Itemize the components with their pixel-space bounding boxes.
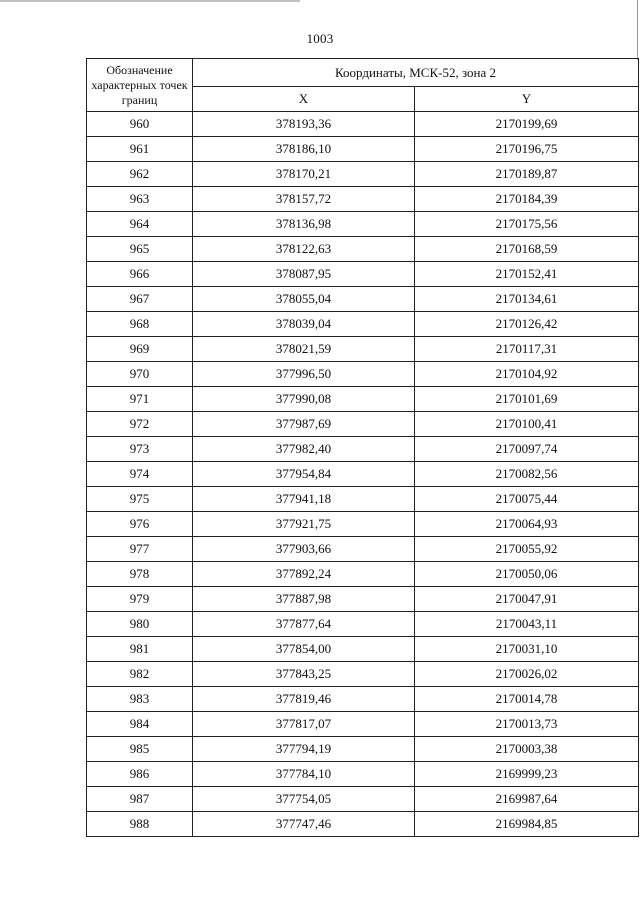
cell-x: 377854,00 — [193, 637, 415, 662]
header-x-label: X — [193, 87, 415, 112]
table-row — [87, 462, 639, 487]
table-row — [87, 262, 639, 287]
cell-point: 977 — [87, 537, 193, 562]
cell-point: 979 — [87, 587, 193, 612]
cell-x: 378087,95 — [193, 262, 415, 287]
cell-point: 961 — [87, 137, 193, 162]
table-row — [87, 487, 639, 512]
table-header — [87, 59, 639, 112]
table-row — [87, 587, 639, 612]
cell-point: 986 — [87, 762, 193, 787]
table-row — [87, 812, 639, 837]
cell-point: 983 — [87, 687, 193, 712]
cell-x: 377819,46 — [193, 687, 415, 712]
cell-x: 378136,98 — [193, 212, 415, 237]
cell-x: 377987,69 — [193, 412, 415, 437]
cell-y: 2170031,10 — [415, 637, 639, 662]
table-row — [87, 212, 639, 237]
cell-x: 378122,63 — [193, 237, 415, 262]
cell-y: 2169984,85 — [415, 812, 639, 837]
cell-point: 970 — [87, 362, 193, 387]
cell-x: 378186,10 — [193, 137, 415, 162]
cell-y: 2170100,41 — [415, 412, 639, 437]
cell-x: 377843,25 — [193, 662, 415, 687]
cell-point: 962 — [87, 162, 193, 187]
header-point-label: Обозначение характерных точек границ — [87, 59, 193, 112]
table-row — [87, 762, 639, 787]
table-row — [87, 687, 639, 712]
cell-point: 976 — [87, 512, 193, 537]
table-row — [87, 637, 639, 662]
cell-point: 988 — [87, 812, 193, 837]
cell-point: 984 — [87, 712, 193, 737]
cell-x: 377903,66 — [193, 537, 415, 562]
cell-point: 966 — [87, 262, 193, 287]
cell-point: 968 — [87, 312, 193, 337]
table-row — [87, 712, 639, 737]
table-row — [87, 337, 639, 362]
cell-y: 2170075,44 — [415, 487, 639, 512]
cell-y: 2169999,23 — [415, 762, 639, 787]
scan-edge-top — [0, 0, 300, 2]
table-row — [87, 362, 639, 387]
cell-x: 377784,10 — [193, 762, 415, 787]
table-body — [87, 112, 639, 837]
cell-point: 971 — [87, 387, 193, 412]
table-row — [87, 562, 639, 587]
cell-x: 378055,04 — [193, 287, 415, 312]
cell-point: 974 — [87, 462, 193, 487]
cell-y: 2170199,69 — [415, 112, 639, 137]
cell-y: 2170064,93 — [415, 512, 639, 537]
cell-x: 377954,84 — [193, 462, 415, 487]
cell-y: 2170175,56 — [415, 212, 639, 237]
page-number: 1003 — [306, 31, 334, 46]
cell-y: 2170196,75 — [415, 137, 639, 162]
cell-y: 2170104,92 — [415, 362, 639, 387]
cell-x: 377996,50 — [193, 362, 415, 387]
table-row — [87, 537, 639, 562]
cell-x: 377794,19 — [193, 737, 415, 762]
table-row — [87, 437, 639, 462]
cell-y: 2170152,41 — [415, 262, 639, 287]
cell-x: 378170,21 — [193, 162, 415, 187]
cell-x: 378021,59 — [193, 337, 415, 362]
cell-x: 377877,64 — [193, 612, 415, 637]
cell-x: 377817,07 — [193, 712, 415, 737]
cell-y: 2170047,91 — [415, 587, 639, 612]
cell-x: 377754,05 — [193, 787, 415, 812]
cell-y: 2170003,38 — [415, 737, 639, 762]
cell-y: 2170117,31 — [415, 337, 639, 362]
cell-y: 2170014,78 — [415, 687, 639, 712]
table-row — [87, 412, 639, 437]
cell-x: 378193,36 — [193, 112, 415, 137]
cell-y: 2170026,02 — [415, 662, 639, 687]
cell-point: 980 — [87, 612, 193, 637]
table-row — [87, 312, 639, 337]
coordinates-table — [86, 58, 639, 837]
cell-point: 967 — [87, 287, 193, 312]
table-row — [87, 612, 639, 637]
cell-y: 2170082,56 — [415, 462, 639, 487]
cell-point: 982 — [87, 662, 193, 687]
table-row — [87, 387, 639, 412]
cell-y: 2170168,59 — [415, 237, 639, 262]
cell-point: 965 — [87, 237, 193, 262]
table-row — [87, 162, 639, 187]
cell-point: 964 — [87, 212, 193, 237]
table-row — [87, 137, 639, 162]
cell-point: 985 — [87, 737, 193, 762]
cell-x: 377892,24 — [193, 562, 415, 587]
table-row — [87, 512, 639, 537]
table-row — [87, 787, 639, 812]
table-row — [87, 737, 639, 762]
table-row — [87, 237, 639, 262]
cell-point: 969 — [87, 337, 193, 362]
header-coords-group: Координаты, МСК-52, зона 2 — [193, 59, 639, 87]
cell-y: 2170189,87 — [415, 162, 639, 187]
scan-edge-right — [637, 0, 638, 60]
cell-point: 981 — [87, 637, 193, 662]
cell-x: 377887,98 — [193, 587, 415, 612]
cell-point: 972 — [87, 412, 193, 437]
table-row — [87, 112, 639, 137]
cell-y: 2170013,73 — [415, 712, 639, 737]
cell-x: 377982,40 — [193, 437, 415, 462]
cell-x: 377921,75 — [193, 512, 415, 537]
cell-point: 975 — [87, 487, 193, 512]
table-row — [87, 662, 639, 687]
cell-y: 2170126,42 — [415, 312, 639, 337]
cell-y: 2170184,39 — [415, 187, 639, 212]
cell-y: 2170043,11 — [415, 612, 639, 637]
header-y-label: Y — [415, 87, 639, 112]
cell-point: 973 — [87, 437, 193, 462]
cell-x: 377941,18 — [193, 487, 415, 512]
cell-x: 378039,04 — [193, 312, 415, 337]
table-row — [87, 187, 639, 212]
cell-x: 378157,72 — [193, 187, 415, 212]
cell-point: 963 — [87, 187, 193, 212]
table-row — [87, 287, 639, 312]
cell-y: 2169987,64 — [415, 787, 639, 812]
cell-point: 987 — [87, 787, 193, 812]
cell-y: 2170097,74 — [415, 437, 639, 462]
header-row-top — [87, 59, 639, 87]
cell-y: 2170134,61 — [415, 287, 639, 312]
cell-y: 2170101,69 — [415, 387, 639, 412]
cell-y: 2170050,06 — [415, 562, 639, 587]
cell-x: 377990,08 — [193, 387, 415, 412]
cell-y: 2170055,92 — [415, 537, 639, 562]
cell-x: 377747,46 — [193, 812, 415, 837]
cell-point: 978 — [87, 562, 193, 587]
cell-point: 960 — [87, 112, 193, 137]
